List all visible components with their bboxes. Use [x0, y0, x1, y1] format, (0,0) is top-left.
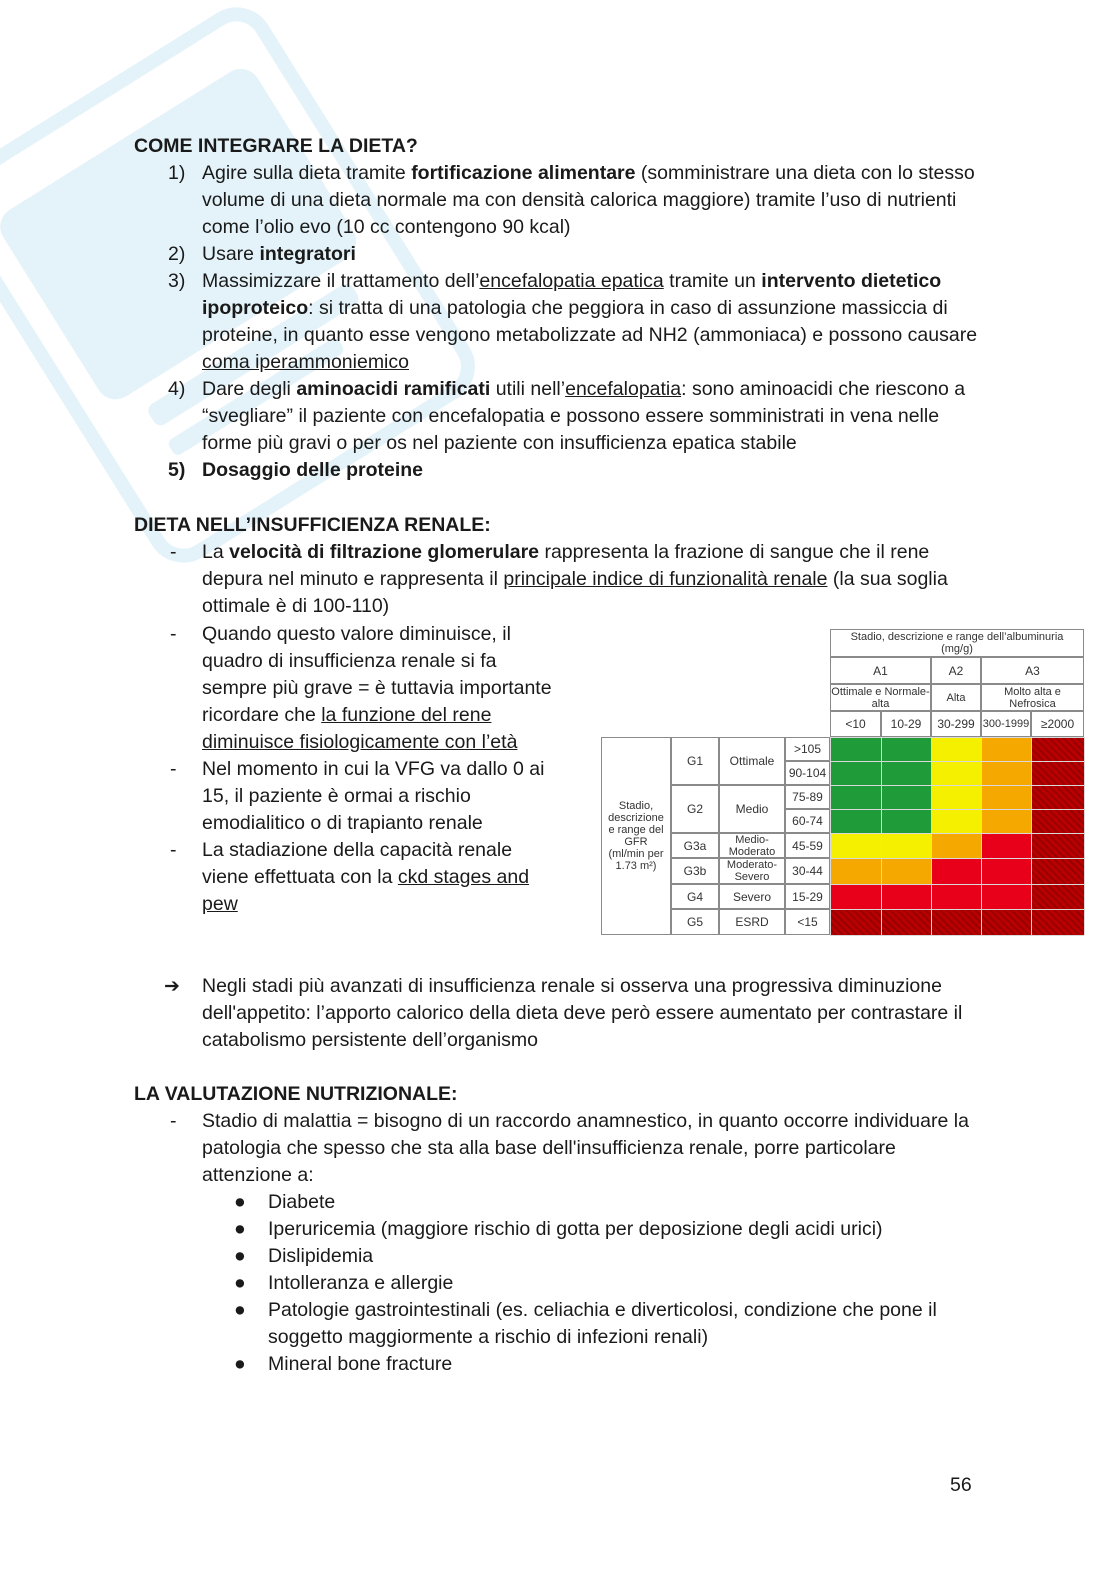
grid-line [830, 935, 1084, 936]
risk-cell [1031, 761, 1084, 785]
list-item: 2) Usare integratori [168, 243, 356, 265]
risk-cell [830, 761, 881, 785]
range-g5: <15 [785, 909, 830, 935]
list-item: - La velocità di filtrazione glomerulare rappresenta la frazione di sangue che il rene depura nel minuto e rappresenta il principale indice di funzionalità renale (la sua soglia ottimale è di 100-110) [170, 541, 948, 617]
list-item: - La stadiazione della capacità renale viene effettuata con la ckd stages and pew [170, 839, 530, 915]
risk-cell [881, 785, 931, 809]
stage-g3b: G3b [671, 858, 719, 884]
risk-cell [1031, 858, 1084, 884]
risk-cell [981, 909, 1031, 935]
arrow-note: ➔ Negli stadi più avanzati di insufficienza renale si osserva una progressiva diminuzione dell'appetito: l’apporto calorico della dieta deve però essere aumentato per contrastare il catabolismo persistente dell’organismo [164, 975, 963, 1051]
risk-cell [931, 809, 981, 833]
desc-a1: Ottimale e Normale-alta [831, 685, 930, 710]
bullet-icon: ● [234, 1191, 246, 1213]
ckd-stages-table [601, 629, 1084, 935]
grid-line [830, 884, 1084, 885]
risk-cell [830, 785, 881, 809]
bullet-icon: ● [234, 1272, 246, 1294]
risk-cell [931, 833, 981, 858]
bullet-icon: ● [234, 1353, 246, 1375]
risk-cell [981, 858, 1031, 884]
bullet-item: ● Patologie gastrointestinali (es. celiachia e diverticolosi, condizione che pone il soggetto maggiormente a rischio di infezioni renali) [234, 1299, 937, 1348]
range-a1-high: 10-29 [881, 711, 931, 737]
stage-g3a: G3a [671, 833, 719, 858]
grid-line [830, 809, 1084, 810]
range-g2-low: 60-74 [785, 809, 830, 833]
stage-g1: G1 [671, 737, 719, 785]
bullet-item: ● Intolleranza e allergie [134, 1270, 984, 1297]
arrow-icon: ➔ [164, 976, 180, 997]
section-insufficienza-renale [134, 512, 984, 620]
section-insufficienza-renale-cont [134, 621, 564, 918]
risk-cell [931, 761, 981, 785]
bullet-item: ● Mineral bone fracture [134, 1351, 984, 1378]
risk-cell [981, 884, 1031, 909]
risk-cell [830, 909, 881, 935]
risk-cell [1031, 785, 1084, 809]
risk-cell [830, 858, 881, 884]
desc-g5: ESRD [719, 909, 785, 935]
grid-line [1084, 737, 1085, 935]
list-item: 1) Agire sulla dieta tramite fortificazione alimentare (somministrare una dieta con lo stesso volume di una dieta normale ma con densità calorica maggiore) tramite l’uso di nutrienti come l’olio evo (10 cc contengono 90 kcal) [168, 162, 975, 238]
albuminuria-title: Stadio, descrizione e range dell’albuminuria (mg/g) [830, 629, 1084, 657]
desc-g1: Ottimale [719, 737, 785, 785]
category-a3: A3 [981, 657, 1084, 684]
bullet-item: ● Dislipidemia [134, 1243, 984, 1270]
risk-cell [830, 809, 881, 833]
risk-cell [1031, 809, 1084, 833]
grid-line [830, 785, 1084, 786]
range-g2-high: 75-89 [785, 785, 830, 809]
list-item: - Quando questo valore diminuisce, il quadro di insufficienza renale si fa sempre più grave = è tuttavia importante ricordare che la funzione del rene diminuisce fisiologicamente con l’età [170, 623, 552, 753]
risk-cell [881, 761, 931, 785]
stage-g2: G2 [671, 785, 719, 833]
list-item: - Nel momento in cui la VFG va dallo 0 ai 15, il paziente è ormai a rischio emodialitico o di trapianto renale [170, 758, 545, 834]
category-a2: A2 [931, 657, 981, 684]
risk-cell [931, 884, 981, 909]
stage-g4: G4 [671, 884, 719, 909]
range-g1-low: 90-104 [785, 761, 830, 785]
range-a1-low: <10 [830, 711, 881, 737]
section-valutazione-nutrizionale [134, 1081, 984, 1378]
risk-cell [881, 884, 931, 909]
risk-cell [1031, 909, 1084, 935]
range-a2: 30-299 [931, 711, 981, 737]
risk-cell [981, 761, 1031, 785]
risk-cell [981, 809, 1031, 833]
risk-cell [830, 833, 881, 858]
risk-cell [931, 858, 981, 884]
desc-a3: Molto alta e Nefrosica [981, 684, 1084, 711]
list-item: 3) Massimizzare il trattamento dell’encefalopatia epatica tramite un intervento dietetico ipoproteico: si tratta di una patologia che peggiora in caso di assunzione massiccia di proteine, in quanto esse vengono metabolizzate ad NH2 (ammoniaca) e possono causare coma iperammoniemico [168, 270, 978, 373]
bullet-icon: ● [234, 1299, 246, 1321]
grid-line [830, 737, 831, 935]
range-g3a: 45-59 [785, 833, 830, 858]
grid-line [1031, 737, 1032, 935]
desc-g3a: Medio-Moderato [719, 833, 785, 858]
bullet-icon: ● [234, 1218, 246, 1240]
grid-line [830, 858, 1084, 859]
risk-cell [830, 737, 881, 761]
page-number: 56 [950, 1474, 972, 1496]
risk-cell [931, 737, 981, 761]
grid-line [830, 833, 1084, 834]
risk-cell [881, 909, 931, 935]
grid-line [830, 909, 1084, 910]
grid-line [981, 737, 982, 935]
risk-cell [881, 858, 931, 884]
risk-cell [830, 884, 881, 909]
arrow-note-block [134, 973, 984, 1054]
list-item: 5) Dosaggio delle proteine [168, 459, 424, 481]
risk-cell [931, 909, 981, 935]
category-a1: A1 [830, 657, 931, 684]
grid-line [931, 737, 932, 935]
list-item: 4) Dare degli aminoacidi ramificati utili nell’encefalopatia: sono aminoacidi che riescono a “svegliare” il paziente con encefalopatia e possono essere somministrati in vena nelle forme più gravi o per os nel paziente con insufficienza epatica stabile [168, 378, 966, 454]
grid-line [830, 761, 1084, 762]
range-g1-high: >105 [785, 737, 830, 761]
range-a3-high: ≥2000 [1031, 711, 1084, 737]
risk-cell [881, 809, 931, 833]
risk-cell [1031, 884, 1084, 909]
section-title: DIETA NELL’INSUFFICIENZA RENALE: [134, 514, 491, 536]
section-integrare-dieta [134, 133, 984, 484]
risk-cell [881, 833, 931, 858]
bullet-icon: ● [234, 1245, 246, 1267]
section-title: COME INTEGRARE LA DIETA? [134, 135, 418, 157]
grid-line [881, 737, 882, 935]
bullet-item: ● Iperuricemia (maggiore rischio di gotta per deposizione degli acidi urici) [134, 1216, 984, 1243]
risk-cell [1031, 833, 1084, 858]
desc-g2: Medio [719, 785, 785, 833]
stage-g5: G5 [671, 909, 719, 935]
desc-a2: Alta [931, 684, 981, 711]
list-item: - Stadio di malattia = bisogno di un raccordo anamnestico, in quanto occorre individuare la patologia che spesso che sta alla base dell'insufficienza renale, porre particolare attenzione a: [170, 1110, 969, 1186]
section-title: LA VALUTAZIONE NUTRIZIONALE: [134, 1083, 458, 1105]
range-a3-low: 300-1999 [981, 711, 1031, 737]
risk-cell [981, 833, 1031, 858]
range-g3b: 30-44 [785, 858, 830, 884]
desc-g4: Severo [719, 884, 785, 909]
risk-cell [931, 785, 981, 809]
risk-cell [981, 785, 1031, 809]
grid-line [830, 737, 1084, 738]
desc-g3b: Moderato-Severo [719, 858, 785, 884]
risk-cell [1031, 737, 1084, 761]
risk-cell [981, 737, 1031, 761]
risk-cell [881, 737, 931, 761]
range-g4: 15-29 [785, 884, 830, 909]
gfr-title: Stadio, descrizione e range del GFR (ml/min per 1.73 m²) [601, 737, 671, 935]
bullet-item: ● Diabete [134, 1189, 984, 1216]
